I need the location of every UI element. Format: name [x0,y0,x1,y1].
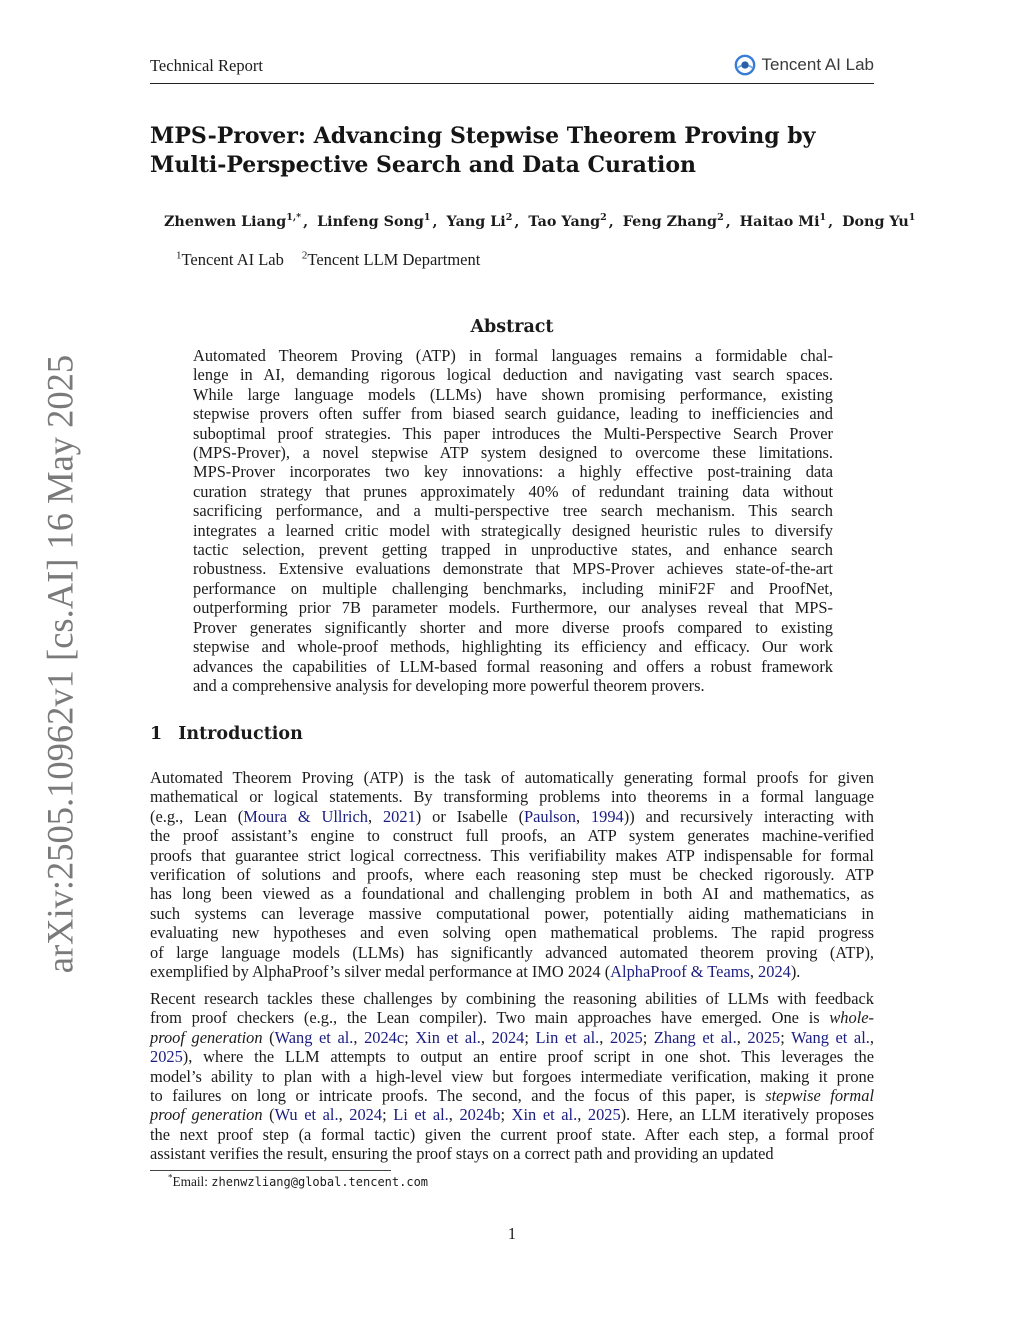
paragraph-line: mathematical or logical statements. By transforming problems into theorems in a formal language [150,787,874,807]
paragraph-line: assistant verifies the result, ensuring the proof stays on a correct path and providing an updated [150,1144,774,1164]
page-number: 1 [507,1224,517,1243]
paragraph-line: model’s ability to plan with a high-level view but forgoes intermediate verification, making it prone [150,1066,874,1086]
lab-name: Tencent AI Lab [761,55,874,74]
paragraph-line: verification of solutions and proofs, where each reasoning step must be checked rigorously. ATP [150,865,874,885]
paragraph-line: to failures on long or intricate proofs. The second, and the focus of this paper, is stepwise formal [150,1086,874,1106]
author-name: Zhenwen Liang$^{1,*}$ , [164,212,309,230]
intro-paragraph-1 [150,768,874,981]
author-affiliation-marker: 1 [908,212,916,224]
abstract-line: integrates a learned critic model with strategically designed heuristic rules to diversify [193,520,833,540]
author-name-text: Zhenwen Liang [164,214,287,230]
tencent-cloud-logo-icon [734,54,756,76]
emphasized-term: proof generation [150,1105,263,1125]
abstract-line: and a comprehensive analysis for developing more powerful theorem provers. [193,675,705,695]
page-header [150,54,874,84]
paragraph-line: proof generation (Wu et al., 2024; Li et al., 2024b; Xin et al., 2025). Here, an LLM iteratively proposes [150,1105,874,1125]
footnote-marker: * [168,1172,173,1183]
author-affiliation-marker: 1 [819,212,827,224]
email-link[interactable]: zhenwzliang@global.tencent.com [211,1175,429,1189]
citation-link[interactable]: Wang et al. [791,1027,870,1047]
abstract-line: tactic selection, prevent getting trapped in unproductive states, and enhance search [193,540,833,560]
footnote-label: Email: [172,1174,212,1189]
author-name-text: Dong Yu [842,214,909,230]
citation-link[interactable]: 2024c [364,1027,405,1047]
citation-link[interactable]: 1994 [590,806,624,826]
abstract-line: sacrificing performance, and a multi-perspective tree search mechanism. This search [193,501,833,521]
abstract-line: suboptimal proof strategies. This paper introduces the Multi-Perspective Search Prover [193,423,833,443]
arxiv-stamp-text: arXiv:2505.10962v1 [cs.AI] 16 May 2025 [39,354,81,974]
paragraph-line: exemplified by AlphaProof’s silver medal performance at IMO 2024 (AlphaProof & Teams, 2024). [150,962,801,982]
emphasized-term: whole- [829,1008,874,1028]
abstract-line: (MPS-Prover), a novel stepwise ATP system designed to overcome these limitations. [193,443,833,463]
abstract-body [193,346,833,695]
affiliation: $^1$Tencent AI Lab [176,249,284,269]
citation-link[interactable]: 2024 [491,1027,525,1047]
author-name-text: Tao Yang [528,214,601,230]
author-name-text: Yang Li [446,214,506,230]
author-name: Haitao Mi$^1$ , [739,212,834,230]
abstract-line: performance on multiple challenging benchmarks, including miniF2F and ProofNet, [193,578,833,598]
author-affiliation-marker: 2 [505,212,513,224]
citation-link[interactable]: Wu et al. [274,1105,339,1125]
footnote-divider [150,1170,391,1171]
author-affiliation-marker: 1 [423,212,431,224]
paragraph-line: of large language models (LLMs) has significantly advanced automated theorem proving (ATP), [150,942,874,962]
author-name: Yang Li$^2$ , [446,212,520,230]
abstract-line: Prover generates significantly shorter and more diverse proofs compared to existing [193,617,833,637]
citation-link[interactable]: 2025 [587,1105,621,1125]
citation-link[interactable]: 2025 [150,1047,183,1067]
citation-link[interactable]: AlphaProof & Teams [610,962,750,982]
citation-link[interactable]: 2024 [758,962,791,982]
abstract-line: While large language models (LLMs) have shown promising performance, existing [193,384,833,404]
paragraph-line: such systems can leverage massive computational power, potentially aiding mathematicians in [150,903,874,923]
author-affiliation-marker: 2 [600,212,607,224]
citation-link[interactable]: Lin et al. [535,1027,600,1047]
citation-link[interactable]: 2025 [747,1027,781,1047]
abstract-line: advances the capabilities of LLM-based formal reasoning and offers a robust framework [193,656,833,676]
abstract-line: robustness. Extensive evaluations demonstrate that MPS-Prover achieves state-of-the-art [193,559,833,579]
abstract-heading: Abstract [470,317,554,337]
paper-title: MPS-Prover: Advancing Stepwise Theorem Proving by Multi-Perspective Search and Data Curation [150,123,816,178]
paragraph-line: the next proof step (a formal tactic) given the current proof state. After each step, a formal proof [150,1124,874,1144]
paragraph-line: proofs that guarantee strict logical correctness. This verifiability makes ATP indispensable for formal [150,845,874,865]
author-list [164,212,916,230]
lab-branding [734,54,874,76]
author-name: Tao Yang$^2$ , [528,212,614,230]
citation-link[interactable]: Xin et al. [415,1027,481,1047]
footnote [168,1174,428,1190]
affiliation: $^2$Tencent LLM Department [301,249,481,269]
citation-link[interactable]: Xin et al. [511,1105,578,1125]
author-name-text: Feng Zhang [622,214,718,230]
citation-link[interactable]: 2021 [382,806,416,826]
paragraph-line: Recent research tackles these challenges by combining the reasoning abilities of LLMs with feedback [150,989,874,1008]
paragraph-line: the proof assistant’s engine to construct full proofs, an ATP system generates machine-verified [150,826,874,846]
affiliation-list [176,250,498,270]
paragraph-line: from proof checkers (e.g., the Lean compiler). Two main approaches have emerged. One is whole- [150,1008,874,1028]
citation-link[interactable]: Wang et al. [274,1027,354,1047]
abstract-line: lenge in AI, demanding rigorous logical deduction and navigating vast search spaces. [193,365,833,385]
citation-link[interactable]: Moura & Ullrich [243,806,368,826]
citation-link[interactable]: Zhang et al. [653,1027,737,1047]
paragraph-line: 2025), where the LLM attempts to output an entire proof script in one shot. This leverages the [150,1047,874,1067]
emphasized-term: proof generation [150,1027,263,1047]
section-title: Introduction [178,724,303,744]
citation-link[interactable]: 2024b [459,1105,501,1125]
author-affiliation-marker: 2 [717,212,724,224]
section-heading [150,724,303,744]
abstract-line: outperforming prior 7B parameter models. Furthermore, our analyses reveal that MPS- [193,598,833,618]
citation-link[interactable]: 2024 [349,1105,383,1125]
emphasized-term: stepwise formal [765,1086,874,1106]
citation-link[interactable]: Li et al. [393,1105,449,1125]
author-name [842,214,917,230]
author-name-text: Linfeng Song [317,214,424,230]
abstract-line: curation strategy that prunes approximately 40% of redundant training data without [193,481,833,501]
author-name-text: Haitao Mi [739,214,820,230]
abstract-line: stepwise and whole-proof methods, highlighting its efficiency and efficacy. Our work [193,637,833,657]
paragraph-line: evaluating new hypotheses and even solving open mathematical problems. The rapid progress [150,923,874,943]
paragraph-line: proof generation (Wang et al., 2024c; Xin et al., 2024; Lin et al., 2025; Zhang et al., 2025; Wang et al., [150,1027,874,1047]
author-name: Linfeng Song$^1$ , [317,212,438,230]
report-type-label: Technical Report [150,56,263,75]
paragraph-line: Automated Theorem Proving (ATP) is the task of automatically generating formal proofs for given [150,768,874,787]
author-name: Feng Zhang$^2$ , [622,212,731,230]
author-affiliation-marker: 1,* [286,212,302,224]
intro-paragraph-2 [150,989,874,1164]
citation-link[interactable]: Paulson [524,806,576,826]
section-number: 1 [150,724,163,744]
paragraph-line: (e.g., Lean (Moura & Ullrich, 2021) or Isabelle (Paulson, 1994)) and recursively interacting with [150,806,875,826]
citation-link[interactable]: 2025 [609,1027,643,1047]
abstract-line: MPS-Prover incorporates two key innovations: a highly effective post-training data [193,462,833,482]
paragraph-line: has long been viewed as a foundational and challenging problem in both AI and mathematics, as [150,884,874,904]
abstract-line: stepwise provers often suffer from biased search guidance, leading to inefficiencies and [193,404,833,424]
abstract-line: Automated Theorem Proving (ATP) in formal languages remains a formidable chal- [193,346,833,365]
